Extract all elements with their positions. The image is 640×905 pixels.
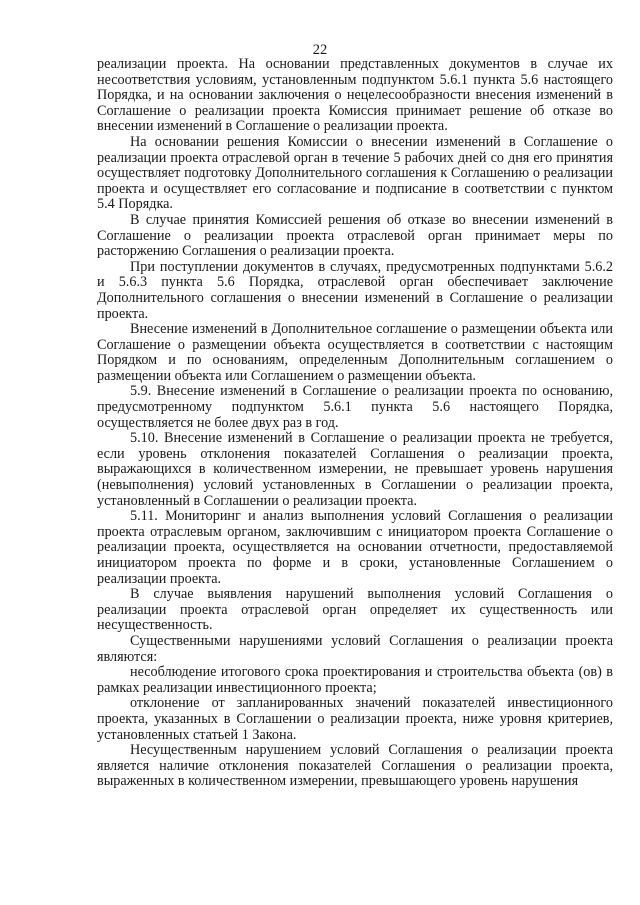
document-body	[97, 57, 613, 790]
paragraph: На основании решения Комиссии о внесении изменений в Соглашение о реализации проекта отраслевой орган в течение 5 рабочих дней со дня его принятия осуществляет подготовку Дополнительного соглашения к Соглашению о реализации проекта и осуществляет его согласование и подписание в соответствии с пунктом 5.4 Порядка.	[97, 133, 613, 213]
paragraph-5-10: 5.10. Внесение изменений в Соглашение о реализации проекта не требуется, если уровень отклонения показателей Соглашения о реализации проекта, выражающихся в количественном измерении, не превышает уровень нарушения (невыполнения) условий установленных в Соглашении о реализации проекта, установленный в Соглашении о реализации проекта.	[97, 430, 613, 509]
paragraph: В случае принятия Комиссией решения об отказе во внесении изменений в Соглашение о реализации проекта отраслевой орган принимает меры по расторжению Соглашения о реализации проекта.	[97, 211, 613, 260]
paragraph-5-11: 5.11. Мониторинг и анализ выполнения условий Соглашения о реализации проекта отраслевым органом, заключившим с инициатором проекта Соглашение о реализации проекта, осуществляется на основании отчетности, предоставляемой инициатором проекта по форме и в сроки, установленные Соглашением о реализации проекта.	[97, 508, 613, 587]
paragraph-5-9: 5.9. Внесение изменений в Соглашение о реализации проекта по основанию, предусмотренному подпунктом 5.6.1 пункта 5.6 настоящего Порядка, осуществляется не более двух раз в год.	[97, 383, 613, 431]
list-item: отклонение от запланированных значений показателей инвестиционного проекта, указанных в Соглашении о реализации проекта, ниже уровня критериев, установленных статьей 1 Закона.	[97, 695, 613, 743]
paragraph: Существенными нарушениями условий Соглашения о реализации проекта являются:	[97, 632, 613, 665]
list-item: несоблюдение итогового срока проектирования и строительства объекта (ов) в рамках реализации инвестиционного проекта;	[97, 664, 613, 696]
paragraph: В случае выявления нарушений выполнения условий Соглашения о реализации проекта отраслевой орган определяет их существенность или несущественность.	[97, 586, 613, 634]
paragraph: При поступлении документов в случаях, предусмотренных подпунктами 5.6.2 и 5.6.3 пункта 5.6 Порядка, отраслевой орган обеспечивает заключение Дополнительного соглашения о внесении изменений в Соглашение о реализации проекта.	[97, 258, 613, 322]
paragraph: реализации проекта. На основании представленных документов в случае их несоответствия условиям, установленным подпунктом 5.6.1 пункта 5.6 настоящего Порядка, и на основании заключения о нецелесообразности внесения изменений в Соглашение о реализации проекта Комиссия принимает решение об отказе во внесении изменений в Соглашение о реализации проекта.	[97, 56, 613, 135]
page-number: 22	[312, 42, 328, 58]
paragraph: Несущественным нарушением условий Соглашения о реализации проекта является наличие отклонения показателей Соглашения о реализации проекта, выраженных в количественном измерении, превышающего уровень нарушения	[97, 742, 613, 790]
paragraph: Внесение изменений в Дополнительное соглашение о размещении объекта или Соглашение о размещении объекта осуществляется в соответствии с настоящим Порядком и по основаниям, определенным Дополнительным соглашением о размещении объекта или Соглашением о размещении объекта.	[97, 321, 613, 384]
